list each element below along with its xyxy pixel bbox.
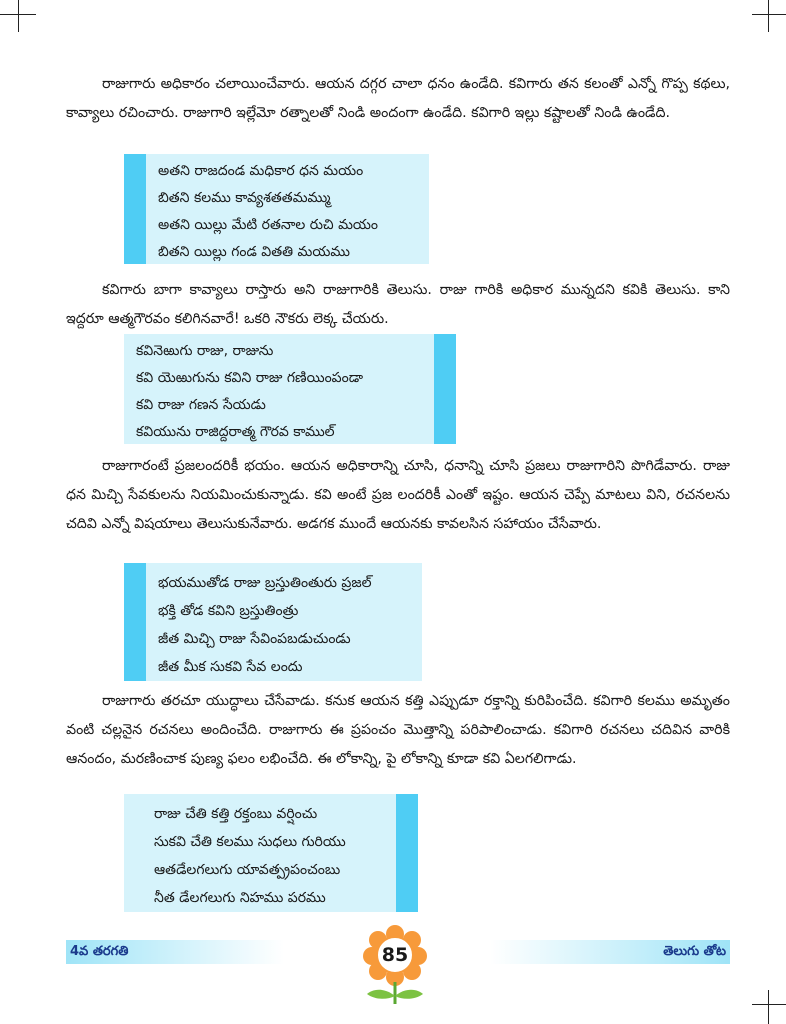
poem-line: బితని కలము కావ్యశతతమమ్ము xyxy=(158,190,331,206)
poem-line: జీత మీక సుకవి సేవ లందు xyxy=(158,659,303,675)
poem-line: ఆతడేలగలుగు యావత్ప్రపంచంబు xyxy=(154,862,341,878)
poem-accent-bar xyxy=(396,794,418,912)
poem-accent-bar xyxy=(124,154,146,264)
paragraph-1: రాజుగారు అధికారం చలాయించేవారు. ఆయన దగ్గర చాలా ధనం ఉండేది. కవిగారు తన కలంతో ఎన్నో గొప్ప కథలు, కావ్యాలు రచించారు. రాజుగారి ఇల్లేమో రత్నాలతో నిండి అందంగా ఉండేది. కవిగారి ఇల్లు కష్టాలతో నిండి ఉండేది. xyxy=(66,76,730,121)
paragraph-3: రాజుగారంటే ప్రజలందరికీ భయం. ఆయన అధికారాన్ని చూసి, ధనాన్ని చూసి ప్రజలు రాజుగారిని పొగిడేవారు. రాజు ధన మిచ్చి సేవకులను నియమించుకున్నాడు. కవి అంటే ప్రజ లందరికీ ఎంతో ఇష్టం. ఆయన చెప్పే మాటలు విని, రచనలను చదివి ఎన్నో విషయాలు తెలుసుకునేవారు. అడగక ముందే ఆయనకు కావలసిన సహాయం చేసేవారు. xyxy=(66,458,730,532)
poem-line: జీత మిచ్చి రాజు సేవింపబడుచుండు xyxy=(158,631,351,647)
poem-line: నీత డేలగలుగు నిహము పరము xyxy=(154,890,326,906)
poem-box-3 xyxy=(124,563,422,681)
paragraph-2: కవిగారు బాగా కావ్యాలు రాస్తారు అని రాజుగారికి తెలుసు. రాజు గారికి అధికార మున్నదని కవికి తెలుసు. కాని ఇద్దరూ ఆత్మగౌరవం కలిగినవారే! ఒకరి నౌకరు లెక్క చేయరు. xyxy=(66,282,730,327)
page-number: 85 xyxy=(381,944,409,966)
poem-line: అతని యిల్లు మేటి రతనాల రుచి మయం xyxy=(158,217,379,233)
poem-box-4 xyxy=(124,794,418,912)
poem-box-2 xyxy=(124,334,456,444)
poem-line: సుకవి చేతి కలము సుధలు గురియు xyxy=(154,834,346,850)
crop-mark-top-right-v xyxy=(768,0,769,32)
poem-line: భయముతోడ రాజు బ్రస్తుతింతురు ప్రజల్ xyxy=(158,575,372,591)
paragraph-4: రాజుగారు తరచూ యుద్ధాలు చేసేవాడు. కనుక ఆయన కత్తి ఎప్పుడూ రక్తాన్ని కురిపించేది. కవిగారి కలము అమృతం వంటి చల్లనైన రచనలు అందించేది. రాజుగారు ఈ ప్రపంచం మొత్తాన్ని పరిపాలించాడు. కవిగారి రచనలు చదివిన వారికి ఆనందం, మరణించాక పుణ్య ఫలం లభించేది. ఈ లోకాన్ని, పై లోకాన్ని కూడా కవి ఏలగలిగాడు. xyxy=(66,693,730,767)
poem-box-1 xyxy=(124,154,429,264)
poem-accent-bar xyxy=(124,563,146,681)
poem-line: రాజు చేతి కత్తి రక్తంబు వర్షించు xyxy=(154,806,318,822)
poem-line: కవి రాజు గణన సేయడు xyxy=(136,397,266,413)
leaf-right xyxy=(395,990,423,999)
crop-mark-top-left-v xyxy=(18,0,19,32)
poem-line: భక్తి తోడ కవిని బ్రస్తుతింత్రు xyxy=(158,603,299,619)
footer-book-title: తెలుగు తోట xyxy=(490,940,730,964)
crop-mark-top-right-h xyxy=(752,14,786,15)
poem-line: కవినెఱుగు రాజు, రాజును xyxy=(136,343,274,359)
crop-mark-bottom-right-v xyxy=(768,990,769,1024)
footer-class-label: 4వ తరగతి xyxy=(66,940,284,964)
poem-line: అతని రాజదండ మధికార ధన మయం xyxy=(158,163,364,179)
leaf-left xyxy=(367,990,395,999)
crop-mark-bottom-right-h xyxy=(752,1004,786,1005)
poem-accent-bar xyxy=(434,334,456,444)
poem-line: కవియును రాజిద్దరాత్మ గౌరవ కాముల్ xyxy=(136,424,335,440)
page-number-flower xyxy=(357,924,433,1008)
poem-line: బితని యిల్లు గండ వితతి మయము xyxy=(158,244,350,260)
poem-line: కవి యెఱుగును కవిని రాజు గణియింపండా xyxy=(136,370,364,386)
